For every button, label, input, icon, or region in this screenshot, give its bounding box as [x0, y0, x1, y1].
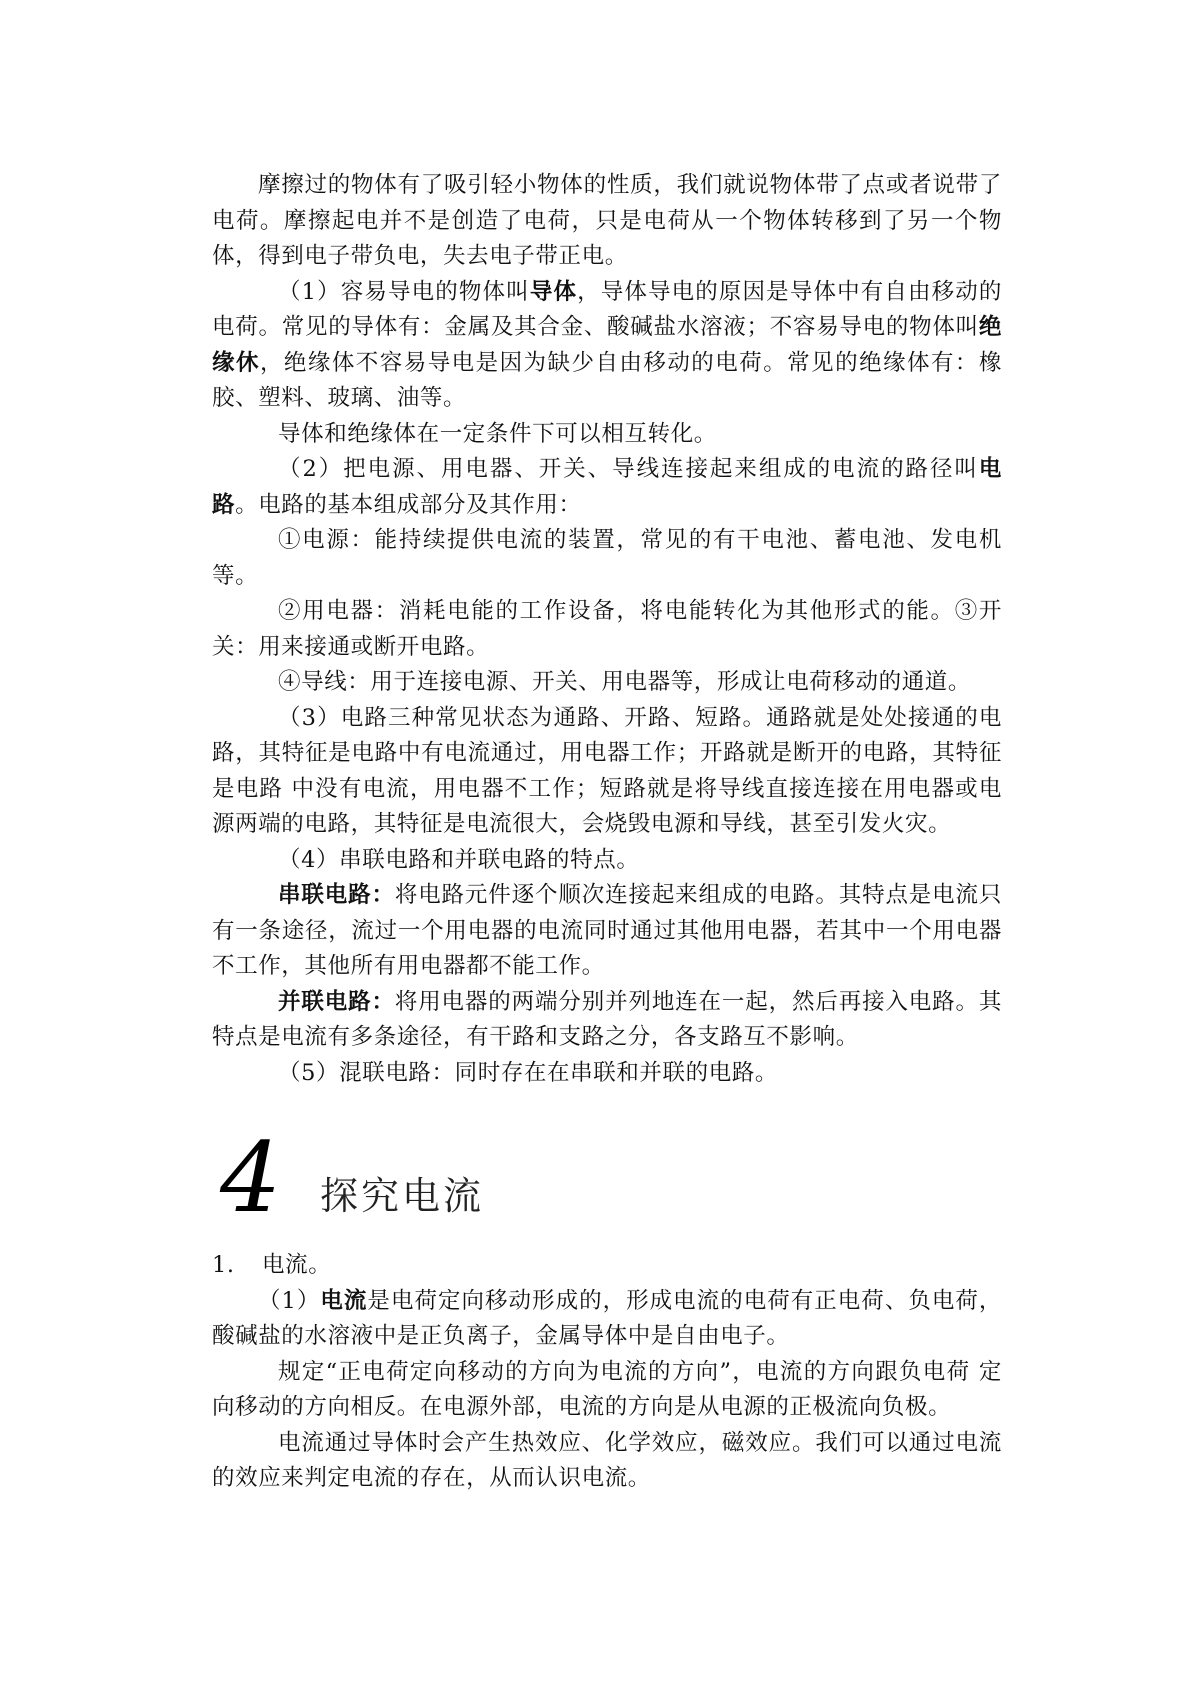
paragraph-circuit-states	[212, 701, 1002, 843]
list-number: 1.	[212, 1252, 235, 1278]
paragraph-conductors	[212, 275, 1002, 417]
term-series-circuit: 串联电路：	[278, 882, 395, 908]
paragraph-text: （3）电路三种常见状态为通路、开路、短路。通路就是处处接通的电路，其特征是电路中有电流通过，用电器工作；开路就是断开的电路，其特征是电路 中没有电流，用电器不工作；短路就是将导线直接连接在用电器或电源两端的电路，其特征是电流很大，会烧毁电源和导线，甚至引发火灾。	[212, 704, 1002, 837]
paragraph-conversion	[212, 417, 1002, 453]
paragraph-text: 将用电器的两端分别并列地连在一起，然后再接入电路。其特点是电流有多条途径，有干路和支路之分，各支路互不影响。	[212, 988, 1002, 1050]
chapter-title: 探究电流	[320, 1174, 485, 1218]
paragraph-text: 规定“正电荷定向移动的方向为电流的方向”，电流的方向跟负电荷 定向移动的方向相反。在电源外部，电流的方向是从电源的正极流向负极。	[212, 1358, 1002, 1420]
paragraph-circuit	[212, 452, 1002, 523]
paragraph-power-source	[212, 523, 1002, 594]
paragraph-text: 电流通过导体时会产生热效应、化学效应，磁效应。我们可以通过电流的效应来判定电流的存在，从而认识电流。	[212, 1429, 1002, 1491]
paragraph-text: 将电路元件逐个顺次连接起来组成的电路。其特点是电流只有一条途径，流过一个用电器的电流同时通过其他用电器，若其中一个用电器不工作，其他所有用电器都不能工作。	[212, 882, 1002, 979]
paragraph-text: （4）串联电路和并联电路的特点。	[278, 846, 640, 873]
paragraph-current-effects	[212, 1426, 1002, 1497]
paragraph-text: 。电路的基本组成部分及其作用：	[235, 491, 582, 518]
term-conductor: 导体	[529, 278, 578, 305]
chapter-heading	[212, 1122, 1002, 1240]
paragraph-parallel-circuit	[212, 985, 1002, 1056]
paragraph-text: 是电荷定向移动形成的，形成电流的电荷有正电荷、负电荷，酸碱盐的水溶液中是正负离子，金属导体中是自由电子。	[212, 1287, 1002, 1349]
list-title: 电流。	[262, 1252, 332, 1278]
paragraph-text: ，导体导电的原因是导体中有自由移动的电荷。常见的导体有：金属及其合金、酸碱盐水溶液；不容易导电的物体叫	[212, 278, 1002, 340]
paragraph-appliance-switch	[212, 594, 1002, 665]
paragraph-text: ②用电器：消耗电能的工作设备，将电能转化为其他形式的能。③开关：用来接通或断开电路。	[212, 598, 1002, 660]
paragraph-current-direction	[212, 1355, 1002, 1426]
paragraph-text: （1）	[258, 1287, 321, 1314]
paragraph-text: ，绝缘体不容易导电是因为缺少自由移动的电荷。常见的绝缘体有：橡胶、塑料、玻璃、油等。	[212, 349, 1002, 411]
paragraph-text: ④导线：用于连接电源、开关、用电器等，形成让电荷移动的通道。	[278, 669, 972, 695]
paragraph-wire	[212, 665, 1002, 701]
paragraph-friction-charge	[212, 168, 1002, 275]
paragraph-text: （2）把电源、用电器、开关、导线连接起来组成的电流的路径叫	[278, 456, 979, 482]
chapter-number: 4	[220, 1122, 282, 1234]
term-current: 电流	[320, 1287, 368, 1314]
term-parallel-circuit: 并联电路：	[278, 988, 395, 1015]
paragraph-text: （5）混联电路：同时存在在串联和并联的电路。	[278, 1059, 779, 1086]
paragraph-text: 导体和绝缘体在一定条件下可以相互转化。	[278, 420, 717, 447]
list-item-current	[212, 1248, 1002, 1284]
paragraph-text: ①电源：能持续提供电流的装置，常见的有干电池、蓄电池、发电机等。	[212, 527, 1002, 589]
section-current	[212, 1248, 1002, 1497]
paragraph-series-parallel-heading	[212, 843, 1002, 879]
paragraph-text: （1）容易导电的物体叫	[278, 278, 530, 305]
section-electric-charge	[212, 168, 1002, 1091]
paragraph-series-circuit	[212, 878, 1002, 985]
paragraph-current-definition	[212, 1284, 1002, 1355]
paragraph-text: 摩擦过的物体有了吸引轻小物体的性质，我们就说物体带了点或者说带了电荷。摩擦起电并不是创造了电荷，只是电荷从一个物体转移到了另一个物体，得到电子带负电，失去电子带正电。	[212, 172, 1002, 269]
term-circuit: 电路	[212, 456, 1002, 518]
paragraph-mixed-circuit	[212, 1056, 1002, 1092]
term-insulator: 绝缘休	[212, 314, 1002, 376]
